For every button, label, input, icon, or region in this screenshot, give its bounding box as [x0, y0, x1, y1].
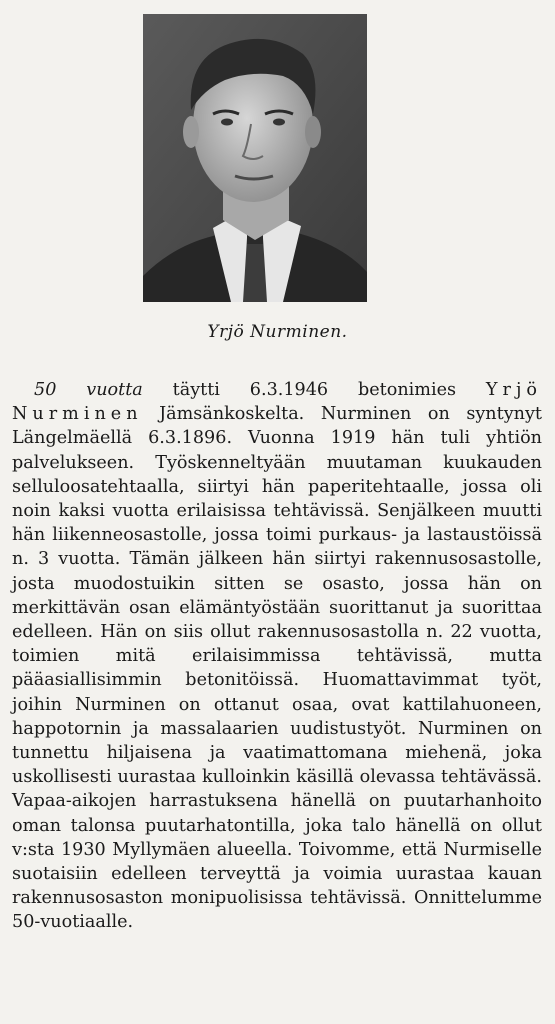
article-body: Jämsänkoskelta. Nurminen on syntynyt Längelmäellä 6.3.1896. Vuonna 1919 hän tuli yhtiön palvelukseen. Työskenneltyään muutaman kuukauden selluloosatehtaalla, siirtyi hän paperitehtaalle, jossa oli noin kaksi vuotta erilaisissa tehtävissä. Senjälkeen muutti hän liikenneosastolle, jossa toimi purkaus- ja lastaustöissä n. 3 vuotta. Tämän jälkeen hän siirtyi rakennusosastolle, josta muodostuikin sitten se osasto, jossa hän on merkittävän osan elämäntyöstään suorittanut ja suorittaa edelleen. Hän on siis ollut rakennusosastolla n. 22 vuotta, toimien mitä erilaisimmissa tehtävissä, mutta pääasiallisimmin betonitöissä. Huomattavimmat työt, joihin Nurminen on ottanut osaa, ovat kattilahuoneen, happotornin ja massalaarien uudistustyöt. Nurminen on tunnettu hiljaisena ja vaatimattomana miehenä, joka uskollisesti uurastaa kulloinkin käsillä olevassa tehtävässä. Vapaa-aikojen harrastuksena hänellä on puutarhanhoito oman talonsa puutarhatontilla, joka talo hänellä on ollut v:sta 1930 Myllymäen alueella. Toivomme, että Nurmiselle suotaisiin edelleen terveyttä ja voimia uurastaa kauan rakennusosaston monipuolisissa tehtävissä. Onnittelumme 50-vuotiaalle.	[12, 404, 542, 933]
article-text	[12, 378, 542, 935]
portrait-image	[143, 14, 367, 302]
person-name: Yrjö Nurminen	[12, 380, 542, 425]
article-paragraph	[12, 378, 542, 935]
portrait-photo	[143, 14, 367, 302]
photo-caption: Yrjö Nurminen.	[207, 322, 348, 342]
article-lead: 50 vuotta	[34, 380, 143, 400]
article-lead-continuation: täytti 6.3.1946 betonimies	[142, 380, 486, 400]
